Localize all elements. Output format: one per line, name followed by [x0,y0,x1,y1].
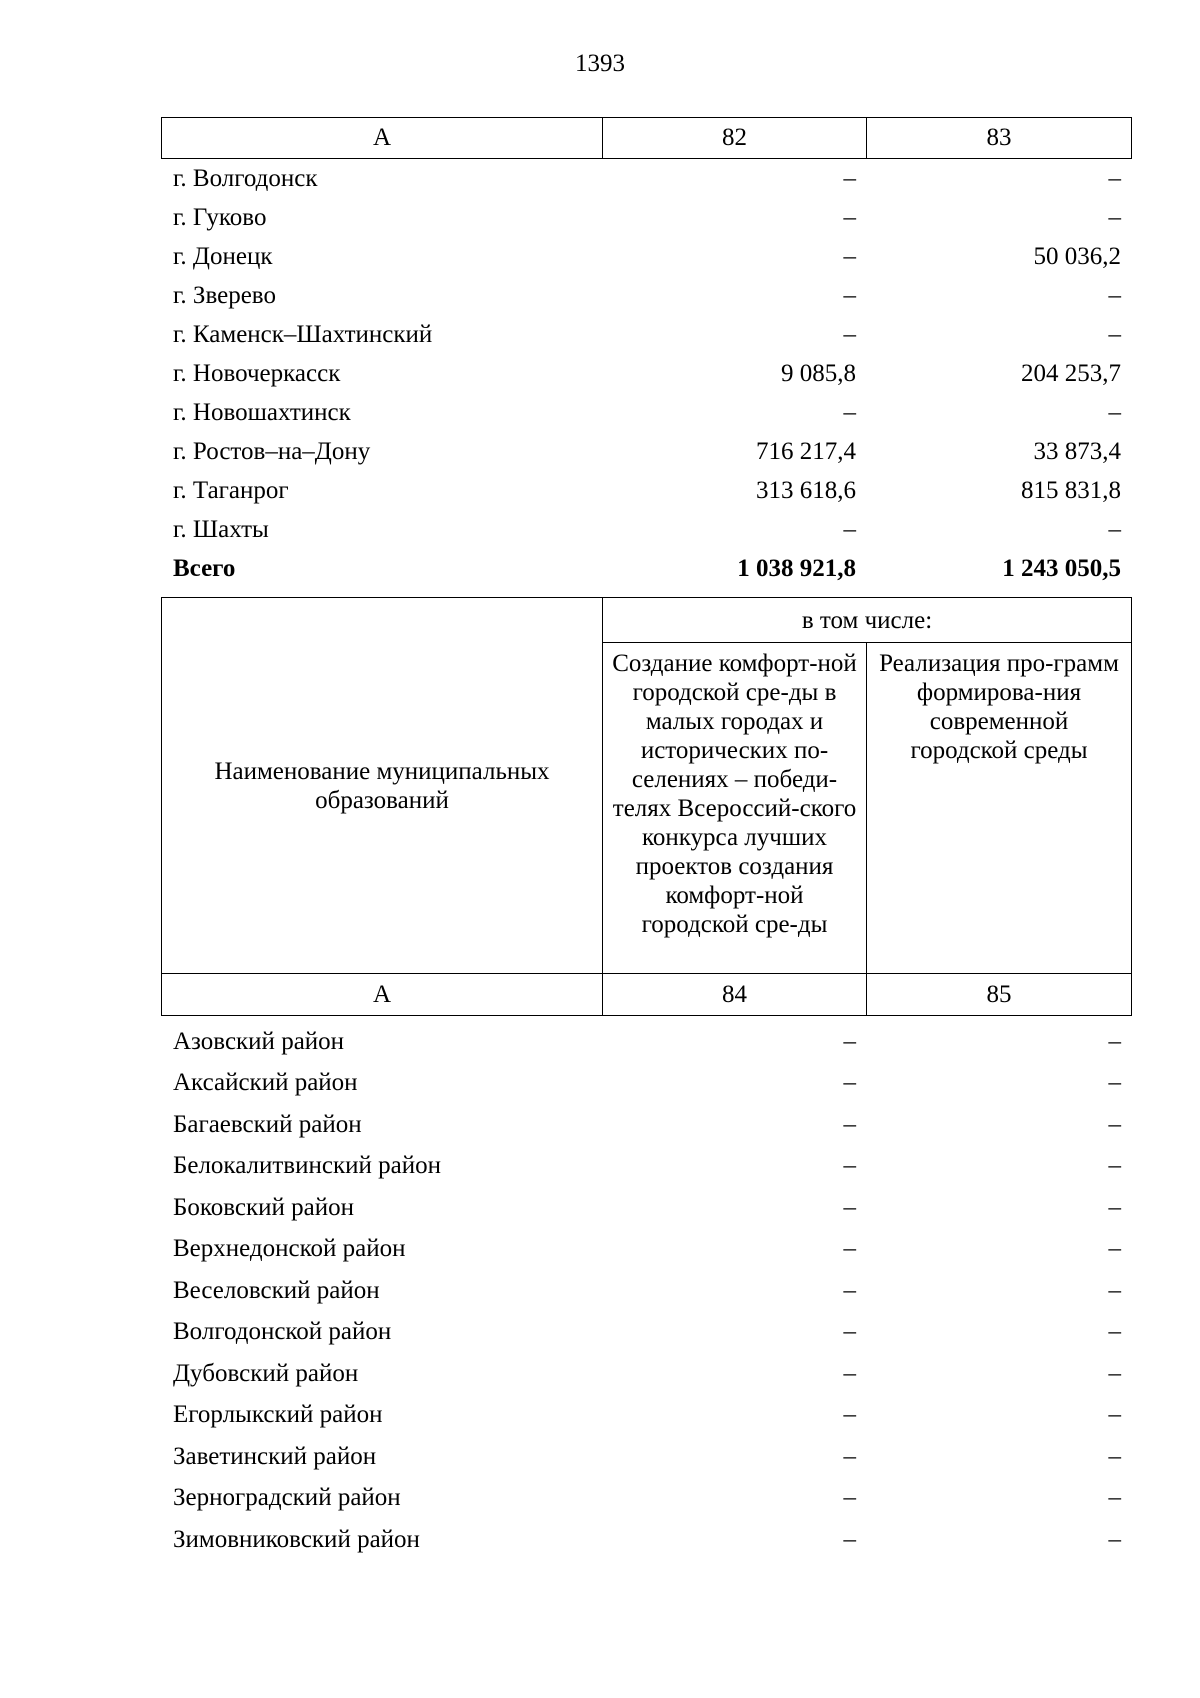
value-cell: – [1108,1069,1121,1097]
table-row [161,1519,1131,1561]
table-row [161,1436,1131,1478]
table-row [161,1187,1131,1229]
table-row [161,1146,1131,1188]
municipality-name: Аксайский район [173,1069,358,1097]
index-cell: 85 [867,974,1132,1016]
table1-header [161,117,1132,159]
table1-body [161,159,1131,588]
value-cell: 716 217,4 [756,437,856,465]
table1-header-row [162,118,1132,159]
municipality-name: г. Новошахтинск [173,398,351,426]
table-row [161,393,1131,432]
table2-header [161,597,1132,1016]
value-cell: – [1108,1484,1121,1512]
value-cell: – [1108,1110,1121,1138]
table-row [161,1021,1131,1063]
municipality-name: г. Ростов–на–Дону [173,437,371,465]
value-cell: – [1108,1193,1121,1221]
value-cell: – [843,1235,856,1263]
municipality-name: Багаевский район [173,1110,362,1138]
table-row [161,315,1131,354]
table-row [161,1229,1131,1271]
table-row [161,1395,1131,1437]
value-cell: – [843,1069,856,1097]
table-row [161,276,1131,315]
value-cell: 313 618,6 [756,476,856,504]
value-cell: – [1108,1318,1121,1346]
col85-header: Реализация про-грамм формирова-ния современной городской среды [867,643,1132,974]
municipality-name: Дубовский район [173,1359,359,1387]
value-cell: – [843,1359,856,1387]
table-row [161,1353,1131,1395]
table2-index-row [162,974,1132,1016]
value-cell: – [843,1442,856,1470]
municipality-name: Верхнедонской район [173,1235,406,1263]
municipality-name: г. Зверево [173,281,276,309]
total-label: Всего [173,554,236,582]
value-cell: – [843,1318,856,1346]
value-cell: – [1108,203,1121,231]
value-cell: – [843,515,856,543]
municipality-name: г. Шахты [173,515,269,543]
header-cell: 82 [603,118,867,159]
value-cell: – [1108,1152,1121,1180]
value-cell: – [1108,1027,1121,1055]
municipality-name: Волгодонской район [173,1318,392,1346]
municipality-name: Зимовниковский район [173,1525,420,1553]
value-cell: 50 036,2 [1033,242,1121,270]
value-cell: – [1108,1525,1121,1553]
table-row [161,1104,1131,1146]
value-cell: – [843,1110,856,1138]
header-cell: А [162,118,603,159]
table-row [161,1478,1131,1520]
municipality-name: г. Новочеркасск [173,359,341,387]
table-row [161,432,1131,471]
value-cell: – [1108,1276,1121,1304]
value-cell: – [1108,1359,1121,1387]
municipality-name: Белокалитвинский район [173,1152,441,1180]
municipality-name: г. Волгодонск [173,164,318,192]
value-cell: – [843,164,856,192]
table-row [161,237,1131,276]
municipality-name: Заветинский район [173,1442,377,1470]
value-cell: – [1108,164,1121,192]
table-row [161,510,1131,549]
value-cell: – [843,1193,856,1221]
value-cell: 204 253,7 [1021,359,1121,387]
group-header: в том числе: [603,598,1132,643]
value-cell: – [1108,1401,1121,1429]
value-cell: – [843,281,856,309]
index-cell: 84 [603,974,867,1016]
municipality-name: Егорлыкский район [173,1401,383,1429]
table-row [161,1270,1131,1312]
value-cell: 33 873,4 [1033,437,1121,465]
name-column-header [162,598,603,974]
table-row [161,471,1131,510]
table-row [161,1312,1131,1354]
value-cell: 815 831,8 [1021,476,1121,504]
value-cell: – [1108,1235,1121,1263]
value-cell: – [843,320,856,348]
value-cell: – [843,1484,856,1512]
table-row [161,159,1131,198]
value-cell: – [1108,320,1121,348]
municipality-name: г. Каменск–Шахтинский [173,320,433,348]
table-row [161,354,1131,393]
municipality-name: Азовский район [173,1027,345,1055]
total-value: 1 243 050,5 [1002,554,1121,582]
municipality-name: г. Донецк [173,242,273,270]
index-cell: А [162,974,603,1016]
municipality-name: г. Таганрог [173,476,289,504]
value-cell: – [1108,281,1121,309]
value-cell: – [843,1027,856,1055]
value-cell: – [843,1276,856,1304]
table-row [161,1063,1131,1105]
value-cell: 9 085,8 [781,359,856,387]
value-cell: – [843,1152,856,1180]
page-number: 1393 [575,50,625,77]
header-cell: 83 [867,118,1132,159]
name-column-header-text: Наименование муниципальных образований [214,757,550,814]
col84-header: Создание комфорт-ной городской сре-ды в малых городах и исторических по-селениях – победи-телях Всероссий-ского конкурса лучших проектов создания комфорт-ной городской сре-ды [603,643,867,974]
municipality-name: г. Гуково [173,203,267,231]
municipality-name: Веселовский район [173,1276,380,1304]
table2-body [161,1021,1131,1561]
value-cell: – [843,1401,856,1429]
municipality-name: Зерноградский район [173,1484,401,1512]
value-cell: – [843,1525,856,1553]
municipality-name: Боковский район [173,1193,354,1221]
total-row [161,549,1131,588]
value-cell: – [1108,515,1121,543]
value-cell: – [843,242,856,270]
total-value: 1 038 921,8 [737,554,856,582]
value-cell: – [1108,1442,1121,1470]
value-cell: – [1108,398,1121,426]
value-cell: – [843,398,856,426]
value-cell: – [843,203,856,231]
table-row [161,198,1131,237]
